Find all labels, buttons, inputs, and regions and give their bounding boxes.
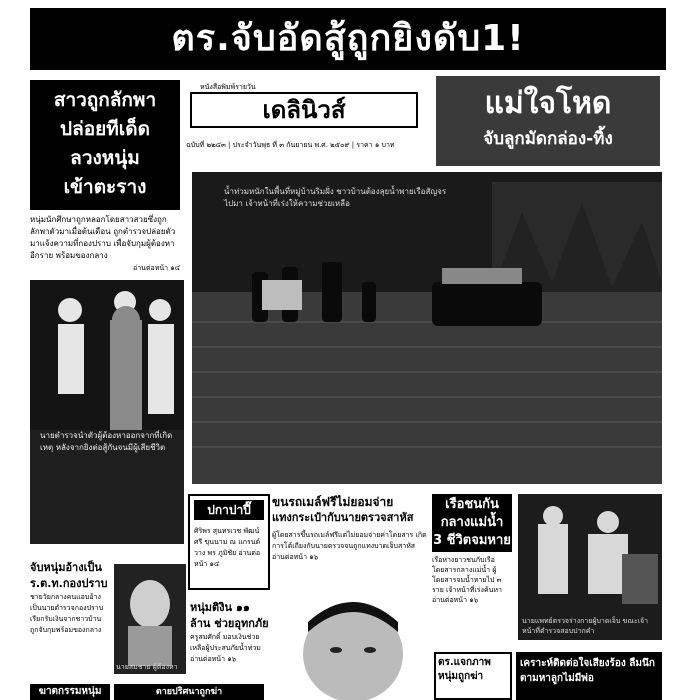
poca-body: ศิริพร สุนทรเวช พัฒน์ศรี ขุนนาม ณ แกรนด์วาง พร ภูมิชัย อ่านต่อหน้า ๑๔	[194, 527, 261, 568]
face-photo	[278, 592, 428, 700]
left-story-text: หนุ่มนักศึกษาถูกหลอกโดยสาวสวยซึ่งถูกลักพาตัวมาเมื่อต้นเดือน ถูกตำรวจปล่อยตัวมาแจ้งความที่กองปราบ เพื่อจับกุมผู้ต้องหาอีกราย พร้อมของกลาง	[30, 215, 176, 260]
boat-headline-line: เรือชนกัน	[445, 497, 499, 512]
masthead-issue-info: ฉบับที่ ๒๒๔๓ | ประจำวันพุธ ที่ ๓ กันยายน พ.ศ. ๒๕๐๙ | ราคา ๑ บาท	[186, 141, 395, 149]
left-story-jump: อ่านต่อหน้า ๑๔	[133, 264, 180, 272]
flood-donation-headline: หนุ่มติงิน ๑๑ ล้าน ช่วยอุทกภัย	[190, 601, 269, 630]
right-headline-sub: จับลูกมัดกล่อง-ทิ้ง	[483, 129, 613, 149]
boat-headline	[432, 494, 512, 552]
bottom-mid-strip-headline: ตายปริศนาถูกฆ่า	[114, 684, 264, 700]
right-headline	[436, 76, 660, 166]
poca-title: ปกาปาปี๊	[194, 500, 264, 520]
column-box-poca	[188, 494, 270, 590]
left-photo-caption: นายตำรวจนำตัวผู้ต้องหาออกจากที่เกิดเหตุ หลังจากยิงต่อสู้กันจนมีผู้เสียชีวิต	[40, 431, 173, 452]
fake-officer-headline: จับหนุ่มอ้างเป็น ร.ต.ท.กองปราบ	[30, 561, 108, 590]
story-fake-officer	[30, 560, 110, 680]
left-headline-line: เข้าตะราง	[63, 176, 147, 198]
right-photo	[518, 494, 662, 640]
story-boat-collision	[432, 494, 512, 604]
arrest-scene-image	[30, 280, 184, 544]
free-bus-headline: ขนรถเมล์ฟรีไม่ยอมจ่าย	[272, 495, 394, 509]
bottom-left-strip-headline: ฆาตกรรมหนุ่ม	[30, 684, 110, 700]
left-headline-line: ปล่อยทีเด็ด	[60, 118, 150, 140]
boat-body: เรือหางยาวชนกับเรือโดยสารกลางแม่น้ำ ผู้โดยสารจมน้ำหายไป ๓ ราย เจ้าหน้าที่เร่งค้นหา อ่านต่อหน้า ๑๖	[432, 556, 502, 604]
story-flood-donation	[190, 600, 272, 680]
boat-headline-line: กลางแม่น้ำ	[440, 515, 504, 530]
masthead-tagline: หนังสือพิมพ์รายวัน	[200, 83, 256, 91]
main-photo	[192, 172, 662, 484]
masthead	[186, 80, 422, 160]
story-free-bus	[272, 494, 430, 590]
left-photo	[30, 280, 184, 544]
face-image	[278, 592, 428, 700]
banner-headline: ตร.จับอัดสู้ถูกยิงดับ1!	[30, 8, 666, 70]
flood-scene-image	[192, 172, 662, 484]
free-bus-subheadline: แทงกระเป๋ากับนายตรวจสาหัส	[272, 511, 414, 524]
bottom-portrait-caption: นายสมชาย ผู้ต้องหา	[116, 663, 178, 671]
story-mother-search	[516, 652, 662, 700]
mother-search-headline: เคราะห์ติดต่อใจเสียงร้อง ลืมนึกตามหาลูกไม่มีพ่อ	[520, 658, 655, 684]
story-police-photo	[434, 652, 512, 700]
right-headline-main: แม่ใจโหด	[484, 86, 612, 121]
right-photo-caption: นายแพทย์ตรวจร่างกายผู้บาดเจ็บ ขณะเจ้าหน้าที่ตำรวจสอบปากคำ	[522, 617, 649, 635]
free-bus-body: ผู้โดยสารขึ้นรถเมล์ฟรีแต่ไม่ยอมจ่ายค่าโดยสาร เกิดการโต้เถียงกับนายตรวจจนถูกแทงบาดเจ็บสาหัส อ่านต่อหน้า ๑๖	[272, 531, 427, 561]
left-headline-line: สาวถูกลักพา	[53, 89, 157, 111]
left-headline-line: ลวงหนุ่ม	[70, 147, 140, 169]
main-photo-caption: น้ำท่วมหนักในพื้นที่หมู่บ้านริมฝั่ง ชาวบ้านต้องลุยน้ำพายเรือสัญจรไปมา เจ้าหน้าที่เร่งให้ความช่วยเหลือ	[224, 187, 447, 208]
boat-headline-line: 3 ชีวิตจมหาย	[433, 533, 511, 548]
bottom-portrait-photo	[114, 564, 186, 674]
fake-officer-body: ชายวัยกลางคนแอบอ้างเป็นนายตำรวจกองปราบ เรียกรับเงินจากชาวบ้าน ถูกจับกุมพร้อมของกลาง	[30, 593, 104, 634]
left-story	[30, 214, 184, 276]
masthead-title: เดลินิวส์	[190, 92, 418, 128]
police-photo-headline: ตร.แจกภาพหนุ่มถูกฆ่า	[438, 657, 491, 682]
left-headline	[30, 80, 180, 210]
flood-donation-body: ครูสมศักดิ์ มอบเงินช่วยเหลือผู้ประสบภัยน้ำท่วม อ่านต่อหน้า ๑๖	[190, 633, 261, 663]
portrait-image	[114, 564, 186, 674]
